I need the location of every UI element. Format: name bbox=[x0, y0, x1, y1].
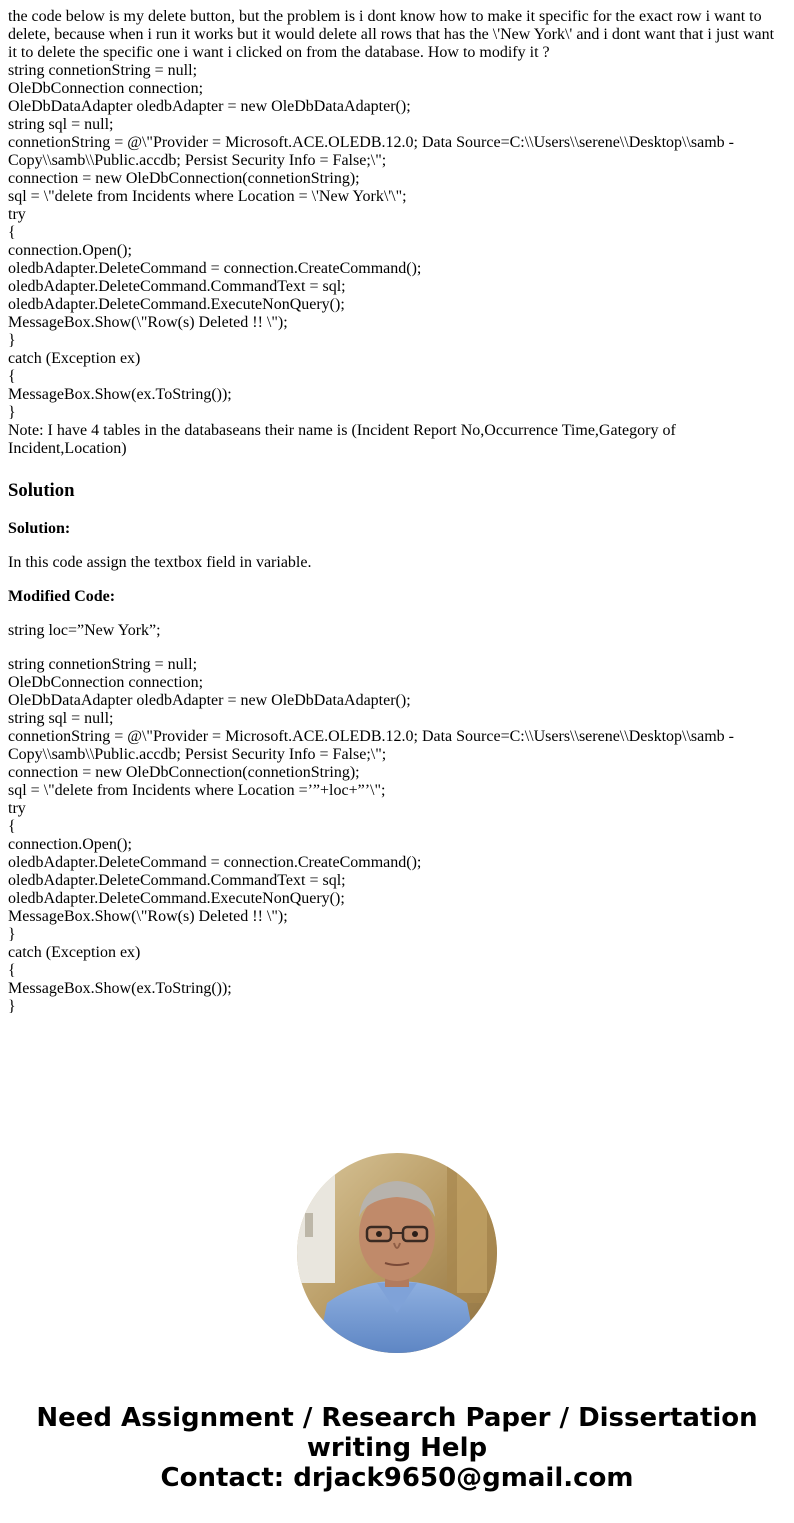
loc-assignment-line: string loc=”New York”; bbox=[8, 622, 161, 639]
code-line: string sql = null; bbox=[8, 710, 114, 727]
solution-heading: Solution bbox=[8, 480, 75, 501]
code-line: MessageBox.Show(\"Row(s) Deleted !! \"); bbox=[8, 908, 288, 925]
question-line: connection.Open(); bbox=[8, 242, 132, 259]
question-line: MessageBox.Show(\"Row(s) Deleted !! \"); bbox=[8, 314, 288, 331]
code-line: try bbox=[8, 800, 26, 817]
footer-line-1: Need Assignment / Research Paper / Dissertation bbox=[36, 1403, 758, 1433]
question-line: { bbox=[8, 224, 16, 241]
question-line: try bbox=[8, 206, 26, 223]
code-line: { bbox=[8, 818, 16, 835]
code-line: OleDbDataAdapter oledbAdapter = new OleDbDataAdapter(); bbox=[8, 692, 411, 709]
code-line: sql = \"delete from Incidents where Location =’”+loc+”’\"; bbox=[8, 782, 386, 799]
footer-line-3: Contact: drjack9650@gmail.com bbox=[160, 1463, 634, 1493]
author-avatar bbox=[297, 1153, 497, 1353]
solution-label: Solution: bbox=[8, 520, 71, 537]
question-line: string connetionString = null; bbox=[8, 62, 198, 79]
question-line: } bbox=[8, 404, 16, 421]
footer-contact bbox=[0, 1403, 794, 1493]
code-line: catch (Exception ex) bbox=[8, 944, 141, 961]
code-line: connection = new OleDbConnection(connetionString); bbox=[8, 764, 360, 781]
code-line: connetionString = @\"Provider = Microsoft.ACE.OLEDB.12.0; Data Source=C:\\Users\\serene\\Desktop\\samb - Copy\\samb\\Public.accdb; Persist Security Info = False;\"; bbox=[8, 728, 739, 763]
code-line: } bbox=[8, 926, 16, 943]
code-line: MessageBox.Show(ex.ToString()); bbox=[8, 980, 232, 997]
question-line: oledbAdapter.DeleteCommand.ExecuteNonQuery(); bbox=[8, 296, 345, 313]
code-line: oledbAdapter.DeleteCommand.CommandText = sql; bbox=[8, 872, 346, 889]
code-line: } bbox=[8, 998, 16, 1015]
question-line: { bbox=[8, 368, 16, 385]
code-line: { bbox=[8, 962, 16, 979]
code-line: oledbAdapter.DeleteCommand.ExecuteNonQuery(); bbox=[8, 890, 345, 907]
question-line: sql = \"delete from Incidents where Location = \'New York\'\"; bbox=[8, 188, 407, 205]
question-line: MessageBox.Show(ex.ToString()); bbox=[8, 386, 232, 403]
question-line: string sql = null; bbox=[8, 116, 114, 133]
code-line: connection.Open(); bbox=[8, 836, 132, 853]
code-line: oledbAdapter.DeleteCommand = connection.CreateCommand(); bbox=[8, 854, 422, 871]
modified-code-block bbox=[8, 656, 786, 1016]
question-line: OleDbConnection connection; bbox=[8, 80, 204, 97]
question-line: oledbAdapter.DeleteCommand = connection.CreateCommand(); bbox=[8, 260, 422, 277]
question-line: OleDbDataAdapter oledbAdapter = new OleDbDataAdapter(); bbox=[8, 98, 411, 115]
question-line: connetionString = @\"Provider = Microsoft.ACE.OLEDB.12.0; Data Source=C:\\Users\\serene\\Desktop\\samb - Copy\\samb\\Public.accdb; Persist Security Info = False;\"; bbox=[8, 134, 739, 169]
question-line: catch (Exception ex) bbox=[8, 350, 141, 367]
code-line: string connetionString = null; bbox=[8, 656, 198, 673]
question-line: connection = new OleDbConnection(connetionString); bbox=[8, 170, 360, 187]
question-line: } bbox=[8, 332, 16, 349]
modified-code-label: Modified Code: bbox=[8, 588, 116, 605]
question-line: the code below is my delete button, but the problem is i dont know how to make it specific for the exact row i want to delete, because when i run it works but it would delete all rows that has the \'New York\' and i dont want that i just want it to delete the specific one i want i clicked on from the database. How to modify it ? bbox=[8, 8, 779, 61]
question-line: Note: I have 4 tables in the databaseans their name is (Incident Report No,Occurrence Time,Gategory of Incident,Location) bbox=[8, 422, 680, 457]
question-block bbox=[8, 8, 786, 458]
solution-intro: In this code assign the textbox field in variable. bbox=[8, 554, 312, 571]
person-photo-icon bbox=[297, 1153, 497, 1353]
code-line: OleDbConnection connection; bbox=[8, 674, 204, 691]
footer-line-2: writing Help bbox=[306, 1433, 488, 1463]
question-line: oledbAdapter.DeleteCommand.CommandText = sql; bbox=[8, 278, 346, 295]
